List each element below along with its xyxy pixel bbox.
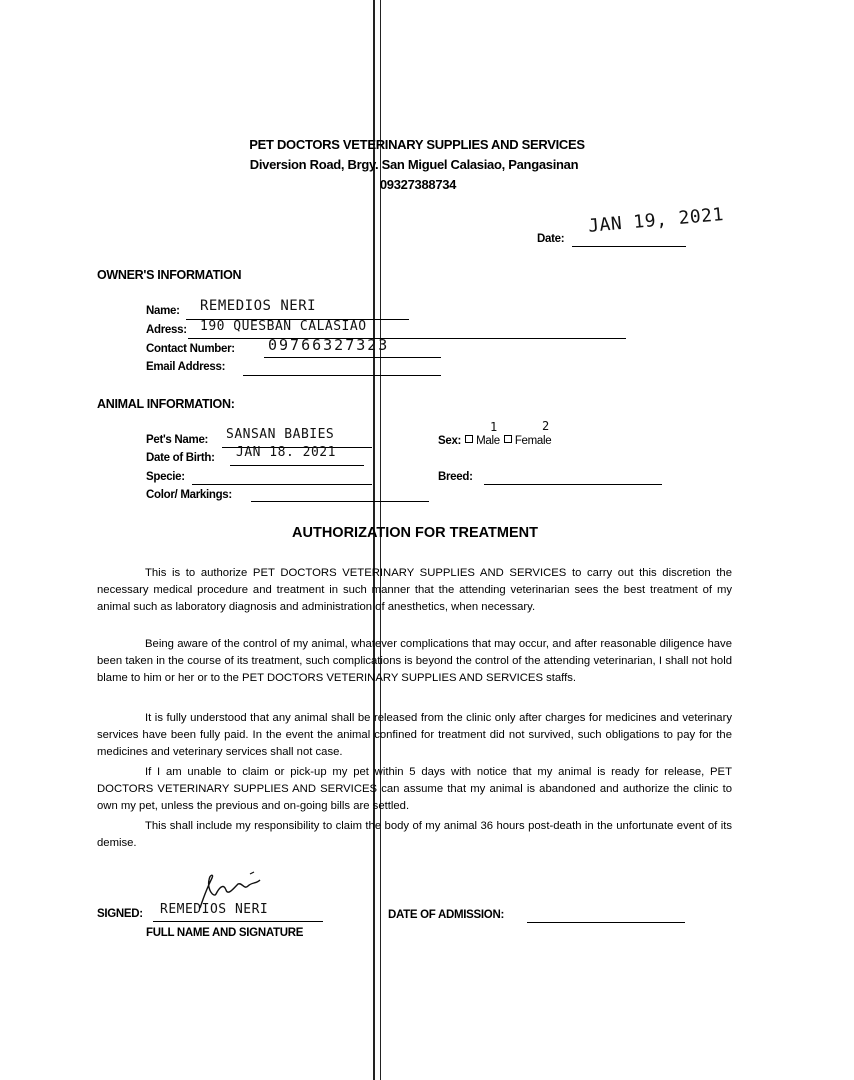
color-line: [251, 501, 429, 502]
male-count: 1: [490, 420, 498, 434]
owner-address-line: [188, 338, 626, 339]
date-label: Date:: [537, 233, 565, 245]
signed-name: REMEDIOS NERI: [160, 902, 269, 917]
authorization-paragraph: This is to authorize PET DOCTORS VETERINARY SUPPLIES AND SERVICES to carry out this discretion the necessary medical procedure and treatment in such manner that the attending veterinarian sees the best treatment of my animal such as laboratory diagnosis and administration of anesthetics, when necessary.: [97, 567, 732, 614]
breed-label: Breed:: [438, 471, 473, 483]
color-label: Color/ Markings:: [146, 489, 232, 501]
owner-name-label: Name:: [146, 305, 180, 317]
authorization-paragraph: Being aware of the control of my animal, whatever complications that may occur, and after reasonable diligence have been taken in the course of its treatment, such complications is beyond the control of the attending veterinarian, I shall not hold blame to him or her or to the PET DOCTORS VETERINARY SUPPLIES AND SERVICES staffs.: [97, 638, 732, 685]
signature-caption: FULL NAME AND SIGNATURE: [146, 927, 304, 939]
pet-name-label: Pet's Name:: [146, 434, 209, 446]
owner-name-value: REMEDIOS NERI: [200, 298, 317, 314]
date-value: JAN 19, 2021: [587, 204, 725, 237]
owner-heading: OWNER'S INFORMATION: [97, 268, 242, 282]
company-address: Diversion Road, Brgy. San Miguel Calasiao, Pangasinan: [249, 157, 579, 172]
specie-line: [192, 484, 372, 485]
date-line: [572, 246, 686, 247]
male-checkbox[interactable]: [465, 435, 473, 443]
authorization-paragraph: If I am unable to claim or pick-up my pet within 5 days with notice that my animal is ready for release, PET DOCTORS VETERINARY SUPPLIES AND SERVICES can assume that my animal is abandoned and authorize the clinic to own my pet, unless the previous and on-going bills are settled.: [97, 766, 732, 813]
owner-address-value: 190 QUESBAN CALASIAO: [200, 319, 367, 334]
authorization-paragraph: This shall include my responsibility to claim the body of my animal 36 hours post-death in the unfortunate event of its demise.: [97, 820, 732, 850]
owner-contact-line: [264, 357, 441, 358]
authorization-title: AUTHORIZATION FOR TREATMENT: [292, 525, 538, 541]
sex-field: [438, 435, 551, 447]
owner-address-label: Adress:: [146, 324, 187, 336]
company-phone: 09327388734: [379, 177, 457, 192]
pet-name-value: SANSAN BABIES: [226, 427, 335, 442]
authorization-paragraph: It is fully understood that any animal shall be released from the clinic only after charges for medicines and veterinary services have been fully paid. In the event the animal confined for treatment did not survived, such obligations to pay for the medicines and veterinary services shall not case.: [97, 712, 732, 759]
admission-label: DATE OF ADMISSION:: [388, 909, 504, 921]
sex-label: Sex:: [438, 435, 462, 447]
owner-contact-label: Contact Number:: [146, 343, 235, 355]
owner-email-label: Email Address:: [146, 361, 226, 373]
animal-heading: ANIMAL INFORMATION:: [97, 397, 235, 411]
signed-label: SIGNED:: [97, 908, 143, 920]
signature-line: [153, 921, 323, 922]
female-label: Female: [514, 435, 552, 447]
owner-email-line: [243, 375, 441, 376]
female-checkbox[interactable]: [504, 435, 512, 443]
specie-label: Specie:: [146, 471, 185, 483]
male-label: Male: [476, 435, 500, 447]
company-name: PET DOCTORS VETERINARY SUPPLIES AND SERVICES: [249, 137, 585, 152]
admission-line: [527, 922, 685, 923]
breed-line: [484, 484, 662, 485]
dob-label: Date of Birth:: [146, 452, 215, 464]
owner-contact-value: 09766327323: [268, 336, 390, 354]
dob-value: JAN 18. 2021: [236, 445, 336, 460]
female-count: 2: [542, 419, 550, 433]
dob-line: [230, 465, 364, 466]
